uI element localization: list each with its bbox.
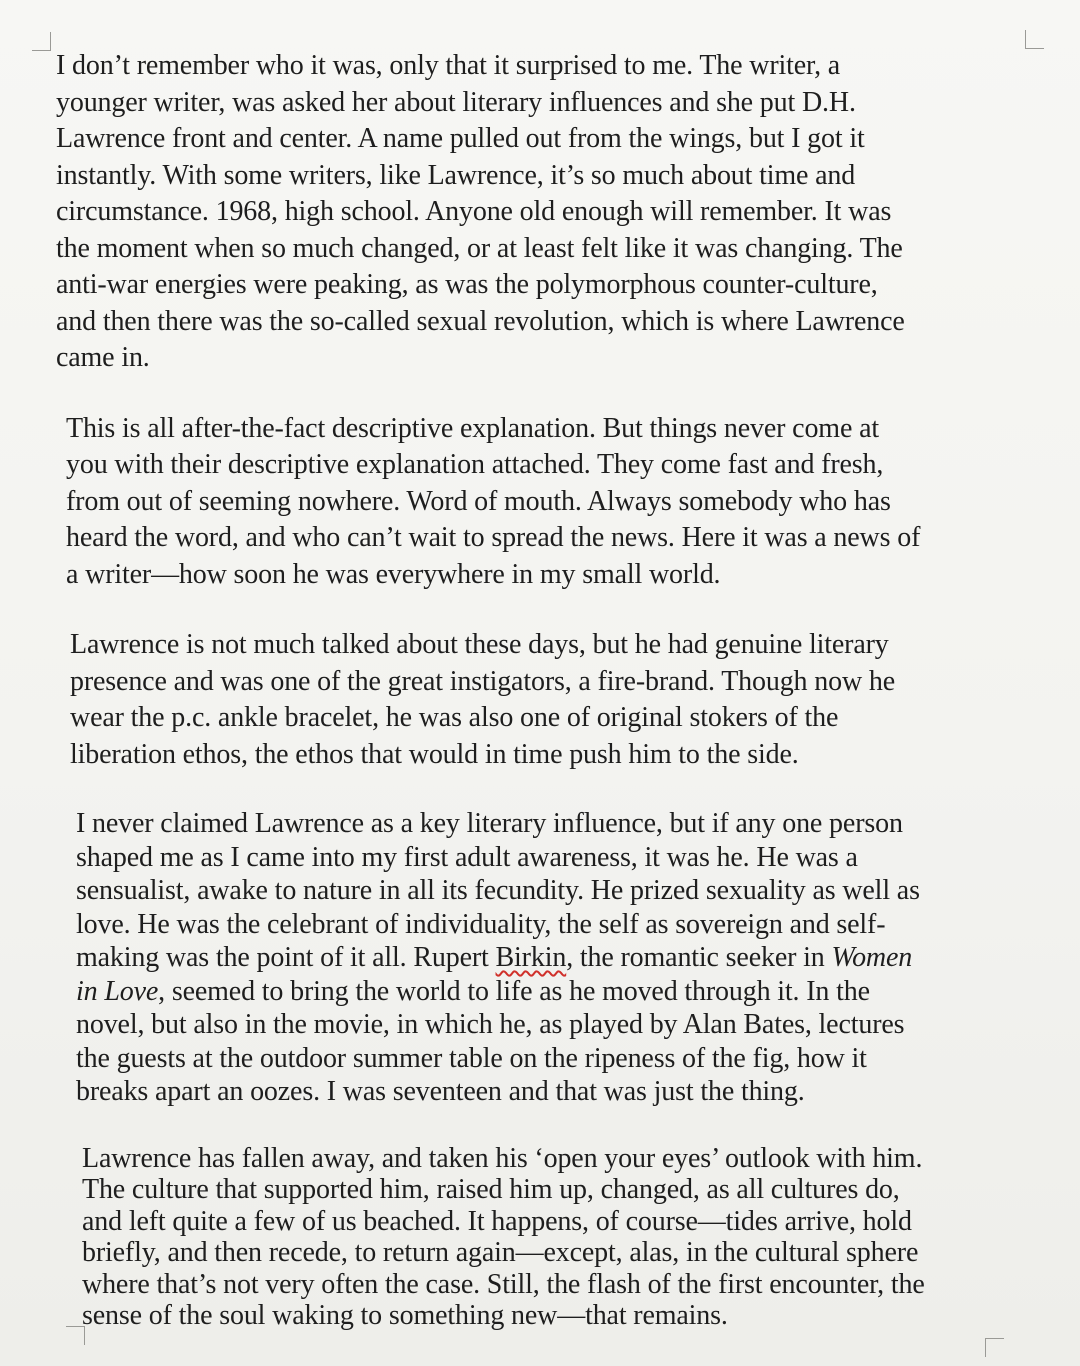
text-line: the guests at the outdoor summer table on the ripeness of the fig, how it: [76, 1042, 867, 1074]
text-line: [76, 975, 1016, 1009]
text-line: Lawrence is not much talked about these days, but he had genuine literary: [70, 629, 889, 660]
italic-title: Women: [831, 942, 913, 973]
paragraph-2: [56, 411, 1016, 594]
text-line: [76, 941, 1016, 975]
text-line: and then there was the so-called sexual revolution, which is where Lawrence: [56, 305, 905, 337]
paragraph-1: [56, 48, 1016, 377]
text-line: breaks apart an oozes. I was seventeen and that was just the thing.: [76, 1076, 805, 1107]
text-line: instantly. With some writers, like Lawrence, it’s so much about time and: [56, 159, 856, 191]
text-line: shaped me as I came into my first adult awareness, it was he. He was a: [76, 841, 858, 873]
text-line: and left quite a few of us beached. It happens, of course—tides arrive, hold: [82, 1205, 912, 1237]
text-line: Lawrence has fallen away, and taken his ‘open your eyes’ outlook with him.: [82, 1142, 923, 1174]
text-line: you with their descriptive explanation attached. They come fast and fresh,: [66, 449, 884, 480]
text-line: love. He was the celebrant of individuality, the self as sovereign and self-: [76, 908, 886, 940]
text-line: sensualist, awake to nature in all its fecundity. He prized sexuality as well as: [76, 875, 920, 906]
text-line: wear the p.c. ankle bracelet, he was also one of original stokers of the: [70, 702, 839, 733]
text-line: presence and was one of the great instigators, a fire-brand. Though now he: [70, 665, 895, 697]
paragraph-3: [56, 627, 1016, 773]
text-line: liberation ethos, the ethos that would in time push him to the side.: [70, 738, 799, 770]
paragraph-4: [56, 807, 1016, 1109]
text-line: briefly, and then recede, to return again—except, alas, in the cultural sphere: [82, 1237, 919, 1268]
text-line: heard the word, and who can’t wait to spread the news. Here it was a news of: [66, 522, 921, 553]
text-fragment: , seemed to bring the world to life as he moved through it. In the: [158, 975, 870, 1007]
text-line: where that’s not very often the case. Still, the flash of the first encounter, the: [82, 1268, 925, 1300]
document-body[interactable]: [56, 48, 1016, 1366]
text-line: circumstance. 1968, high school. Anyone old enough will remember. It was: [56, 196, 892, 227]
text-line: I never claimed Lawrence as a key literary influence, but if any one person: [76, 808, 903, 839]
margin-corner-top-right: [1025, 30, 1044, 49]
text-line: The culture that supported him, raised him up, changed, as all cultures do,: [82, 1174, 900, 1205]
spellcheck-flagged-word[interactable]: Birkin: [495, 942, 567, 973]
text-line: This is all after-the-fact descriptive explanation. But things never come at: [66, 412, 879, 444]
text-fragment: making was the point of it all. Rupert: [76, 942, 496, 973]
text-line: novel, but also in the movie, in which he, as played by Alan Bates, lectures: [76, 1009, 905, 1040]
text-fragment: , the romantic seeker in: [566, 942, 832, 973]
text-line: from out of seeming nowhere. Word of mouth. Always somebody who has: [66, 485, 891, 517]
text-line: the moment when so much changed, or at least felt like it was changing. The: [56, 232, 903, 264]
text-line: Lawrence front and center. A name pulled out from the wings, but I got it: [56, 123, 865, 154]
text-line: anti-war energies were peaking, as was the polymorphous counter-culture,: [56, 269, 878, 300]
text-line: came in.: [56, 342, 150, 373]
margin-corner-top-left: [32, 32, 51, 51]
italic-title: in Love: [76, 975, 159, 1007]
text-line: younger writer, was asked her about literary influences and she put D.H.: [56, 86, 856, 118]
text-line: a writer—how soon he was everywhere in my small world.: [66, 558, 721, 590]
paragraph-5: [56, 1143, 1016, 1332]
text-line: I don’t remember who it was, only that it surprised to me. The writer, a: [56, 50, 841, 81]
text-line: sense of the soul waking to something new—that remains.: [82, 1300, 728, 1331]
